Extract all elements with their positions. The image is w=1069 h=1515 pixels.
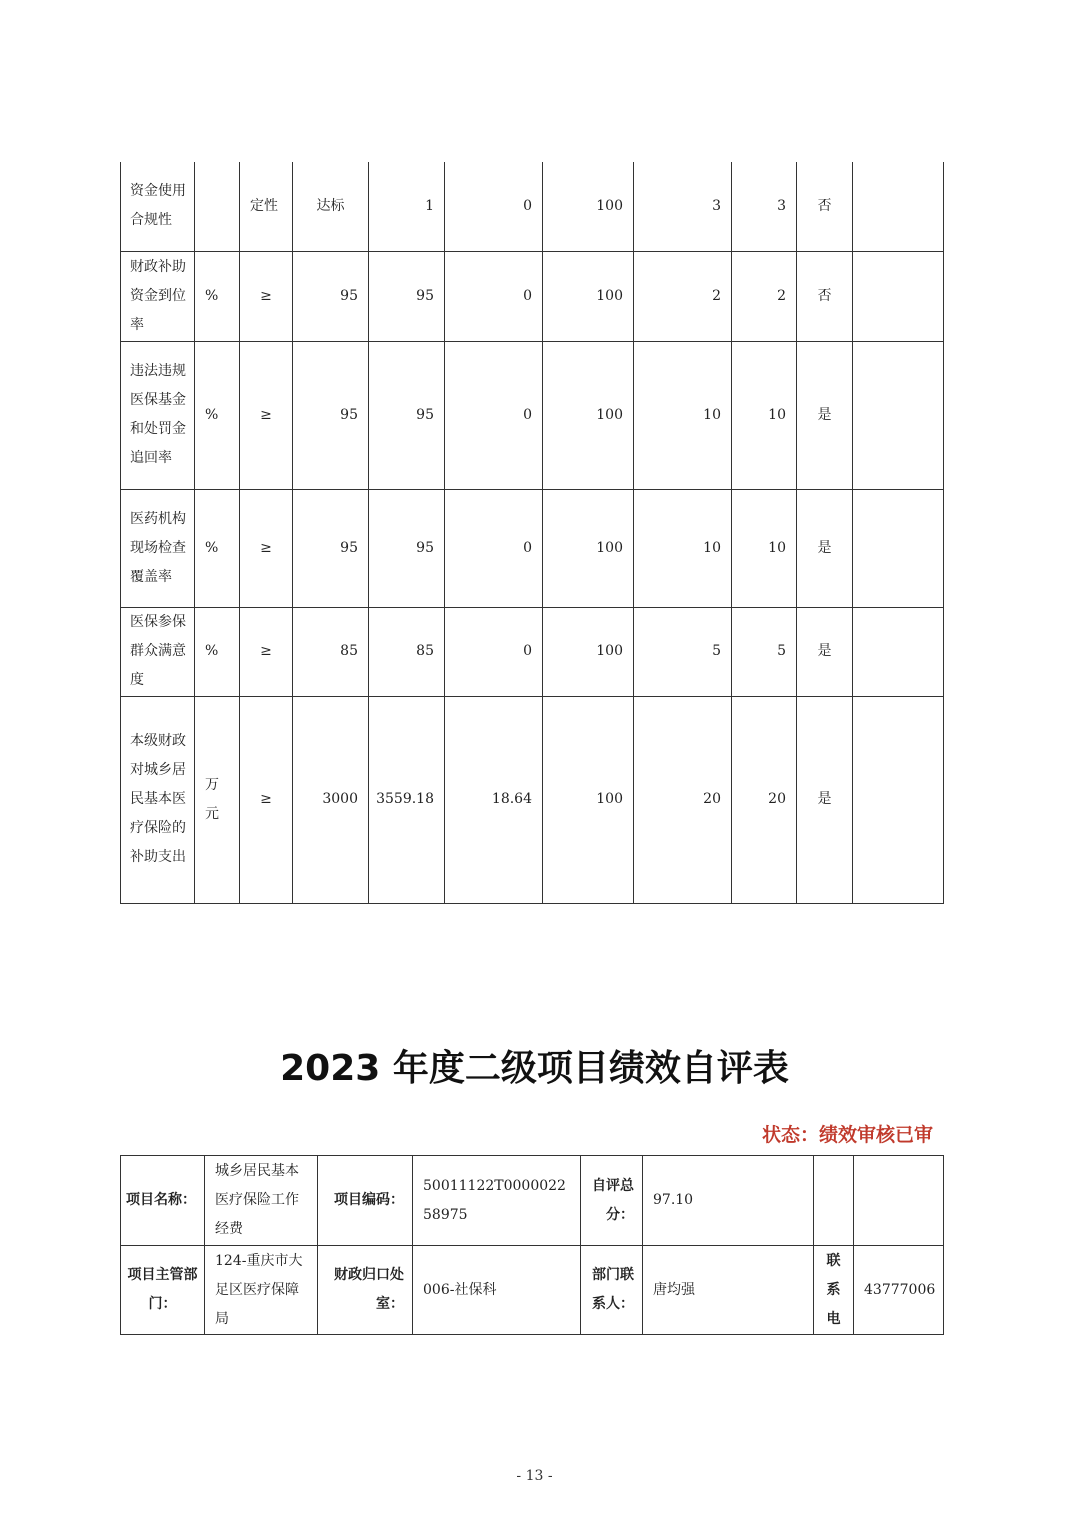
- project-code-value: 50011122T000002258975: [413, 1156, 581, 1246]
- indicator-deviation: 18.64: [445, 696, 543, 903]
- table-row: [121, 1246, 944, 1335]
- page-number: - 13 -: [516, 1468, 553, 1484]
- indicator-score: 20: [732, 696, 797, 903]
- indicator-full: 100: [543, 489, 634, 607]
- indicator-score: 10: [732, 341, 797, 489]
- indicator-target: 95: [293, 489, 369, 607]
- indicator-name: 资金使用合规性: [121, 162, 195, 251]
- indicator-note: [853, 251, 944, 341]
- indicator-weight: 2: [634, 251, 732, 341]
- indicator-note: [853, 162, 944, 251]
- indicator-full: 100: [543, 696, 634, 903]
- indicator-target: 85: [293, 607, 369, 696]
- finance-office-label: 财政归口处室：: [318, 1246, 413, 1335]
- indicator-deviation: 0: [445, 607, 543, 696]
- indicator-unit: %: [195, 251, 240, 341]
- indicator-unit: 万元: [195, 696, 240, 903]
- indicator-full: 100: [543, 341, 634, 489]
- indicator-operator: 定性: [240, 162, 293, 251]
- project-name-label: 项目名称：: [121, 1156, 205, 1246]
- indicator-actual: 85: [369, 607, 445, 696]
- self-score-value: 97.10: [643, 1156, 814, 1246]
- indicator-flag: 是: [797, 696, 853, 903]
- indicator-weight: 3: [634, 162, 732, 251]
- indicator-weight: 20: [634, 696, 732, 903]
- indicator-flag: 是: [797, 341, 853, 489]
- indicator-deviation: 0: [445, 489, 543, 607]
- indicator-operator: ≥: [240, 341, 293, 489]
- indicator-deviation: 0: [445, 251, 543, 341]
- indicator-actual: 95: [369, 251, 445, 341]
- metrics-table: [120, 162, 944, 904]
- indicator-name: 医药机构现场检查覆盖率: [121, 489, 195, 607]
- indicator-target: 95: [293, 341, 369, 489]
- table-row: [121, 1156, 944, 1246]
- empty-cell: [814, 1156, 854, 1246]
- indicator-weight: 5: [634, 607, 732, 696]
- indicator-name: 违法违规医保基金和处罚金追回率: [121, 341, 195, 489]
- table-row: [121, 607, 944, 696]
- indicator-operator: ≥: [240, 251, 293, 341]
- indicator-target: 达标: [293, 162, 369, 251]
- dept-label: 项目主管部门：: [121, 1246, 205, 1335]
- project-name-value: 城乡居民基本医疗保险工作经费: [205, 1156, 318, 1246]
- finance-office-value: 006-社保科: [413, 1246, 581, 1335]
- table-row: [121, 696, 944, 903]
- contact-label: 部门联系人：: [581, 1246, 643, 1335]
- indicator-target: 3000: [293, 696, 369, 903]
- indicator-score: 5: [732, 607, 797, 696]
- indicator-actual: 3559.18: [369, 696, 445, 903]
- section-title: 2023 年度二级项目绩效自评表: [280, 1048, 789, 1089]
- indicator-target: 95: [293, 251, 369, 341]
- indicator-full: 100: [543, 162, 634, 251]
- phone-value: 43777006: [854, 1246, 944, 1335]
- indicator-score: 10: [732, 489, 797, 607]
- table-row: [121, 251, 944, 341]
- indicator-name: 本级财政对城乡居民基本医疗保险的补助支出: [121, 696, 195, 903]
- table-row: [121, 489, 944, 607]
- indicator-flag: 否: [797, 162, 853, 251]
- indicator-unit: %: [195, 489, 240, 607]
- indicator-note: [853, 341, 944, 489]
- indicator-unit: %: [195, 607, 240, 696]
- indicator-note: [853, 696, 944, 903]
- status-text: 状态：绩效审核已审: [761, 1124, 933, 1146]
- indicator-weight: 10: [634, 489, 732, 607]
- indicator-note: [853, 607, 944, 696]
- table-row: [121, 162, 944, 251]
- indicator-operator: ≥: [240, 607, 293, 696]
- indicator-actual: 1: [369, 162, 445, 251]
- indicator-unit: [195, 162, 240, 251]
- indicator-operator: ≥: [240, 696, 293, 903]
- indicator-full: 100: [543, 607, 634, 696]
- indicator-score: 3: [732, 162, 797, 251]
- table-row: [121, 341, 944, 489]
- indicator-flag: 是: [797, 489, 853, 607]
- indicator-deviation: 0: [445, 162, 543, 251]
- dept-value: 124-重庆市大足区医疗保障局: [205, 1246, 318, 1335]
- indicator-weight: 10: [634, 341, 732, 489]
- indicator-flag: 否: [797, 251, 853, 341]
- indicator-score: 2: [732, 251, 797, 341]
- indicator-name: 医保参保群众满意度: [121, 607, 195, 696]
- contact-value: 唐均强: [643, 1246, 814, 1335]
- indicator-note: [853, 489, 944, 607]
- indicator-actual: 95: [369, 489, 445, 607]
- indicator-deviation: 0: [445, 341, 543, 489]
- indicator-name: 财政补助资金到位率: [121, 251, 195, 341]
- phone-label: 联系电: [814, 1246, 854, 1335]
- project-info-table: [120, 1155, 944, 1335]
- indicator-flag: 是: [797, 607, 853, 696]
- self-score-label: 自评总分：: [581, 1156, 643, 1246]
- empty-cell: [854, 1156, 944, 1246]
- indicator-operator: ≥: [240, 489, 293, 607]
- project-code-label: 项目编码：: [318, 1156, 413, 1246]
- indicator-full: 100: [543, 251, 634, 341]
- indicator-unit: %: [195, 341, 240, 489]
- indicator-actual: 95: [369, 341, 445, 489]
